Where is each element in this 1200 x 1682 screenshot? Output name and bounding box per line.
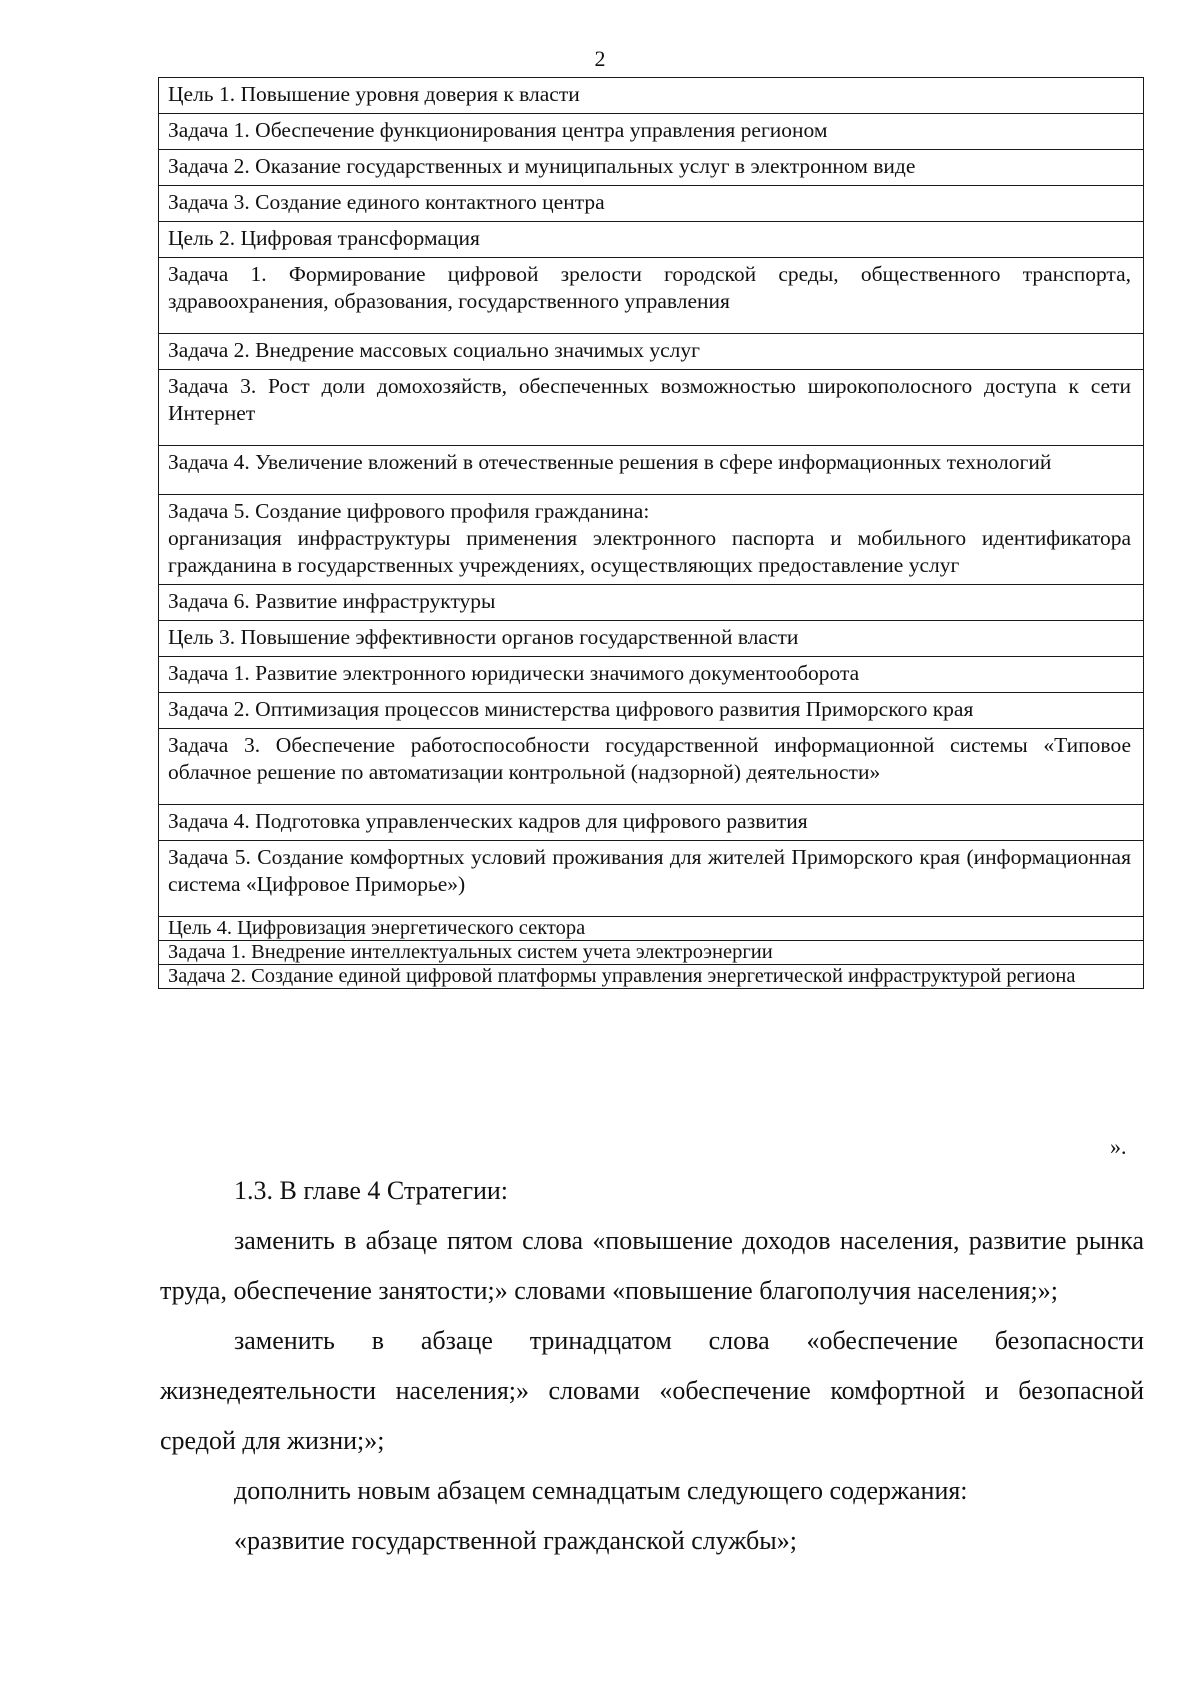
- amendment-paragraph-2: заменить в абзаце тринадцатом слова «обеспечение безопасности жизнедеятельности населения;» словами «обеспечение комфортной и безопасной средой для жизни;»;: [160, 1326, 1144, 1455]
- table-row: [159, 805, 1144, 841]
- table-cell: Задача 6. Развитие инфраструктуры: [159, 585, 1144, 621]
- table-cell: Задача 4. Подготовка управленческих кадров для цифрового развития: [159, 805, 1144, 841]
- table-row: [159, 334, 1144, 370]
- table-cell: Задача 1. Внедрение интеллектуальных систем учета электроэнергии: [159, 941, 1144, 965]
- amendment-paragraph-4: «развитие государственной гражданской службы»;: [234, 1526, 797, 1555]
- table-cell: Задача 1. Обеспечение функционирования центра управления регионом: [159, 114, 1144, 150]
- table-row: [159, 621, 1144, 657]
- table-row: [159, 114, 1144, 150]
- table-row: [159, 729, 1144, 805]
- table-cell: Задача 5. Создание цифрового профиля гражданина: организация инфраструктуры применения электронного паспорта и мобильного идентификатора гражданина в государственных учреждениях, осуществляющих предоставление услуг: [159, 495, 1144, 585]
- table-row: [159, 446, 1144, 495]
- table-row: [159, 657, 1144, 693]
- closing-quote: ».: [1110, 1134, 1127, 1159]
- table-cell: Цель 2. Цифровая трансформация: [159, 222, 1144, 258]
- table-cell: Задача 3. Обеспечение работоспособности государственной информационной системы «Типовое облачное решение по автоматизации контрольной (надзорной) деятельности»: [159, 729, 1144, 805]
- table-cell: Цель 1. Повышение уровня доверия к власти: [159, 78, 1144, 114]
- table-row: [159, 941, 1144, 965]
- table-row: [159, 585, 1144, 621]
- amendment-paragraph-3: дополнить новым абзацем семнадцатым следующего содержания:: [234, 1476, 968, 1505]
- table-cell: Задача 4. Увеличение вложений в отечественные решения в сфере информационных технологий: [159, 446, 1144, 495]
- amendment-paragraph-1: заменить в абзаце пятом слова «повышение доходов населения, развитие рынка труда, обеспечение занятости;» словами «повышение благополучия населения;»;: [160, 1226, 1144, 1305]
- table-row: [159, 258, 1144, 334]
- section-heading: 1.3. В главе 4 Стратегии:: [234, 1176, 509, 1205]
- table-cell: Цель 4. Цифровизация энергетического сектора: [159, 917, 1144, 941]
- table-cell: Задача 5. Создание комфортных условий проживания для жителей Приморского края (информационная система «Цифровое Приморье»): [159, 841, 1144, 917]
- table-cell: Задача 1. Развитие электронного юридически значимого документооборота: [159, 657, 1144, 693]
- table-cell: Цель 3. Повышение эффективности органов государственной власти: [159, 621, 1144, 657]
- amendment-text: [160, 1166, 1144, 1566]
- table-cell: Задача 3. Создание единого контактного центра: [159, 186, 1144, 222]
- table-row: [159, 150, 1144, 186]
- goals-tasks-table: [158, 77, 1144, 989]
- table-row: [159, 186, 1144, 222]
- table-cell: Задача 2. Создание единой цифровой платформы управления энергетической инфраструктурой региона: [159, 965, 1144, 989]
- table-row: [159, 222, 1144, 258]
- table-row: [159, 693, 1144, 729]
- table-cell: Задача 1. Формирование цифровой зрелости городской среды, общественного транспорта, здравоохранения, образования, государственного управления: [159, 258, 1144, 334]
- table-row: [159, 917, 1144, 941]
- table-cell: Задача 2. Оказание государственных и муниципальных услуг в электронном виде: [159, 150, 1144, 186]
- table-cell: Задача 2. Внедрение массовых социально значимых услуг: [159, 334, 1144, 370]
- page-number: 2: [594, 46, 606, 71]
- table-row: [159, 965, 1144, 989]
- table-row: [159, 370, 1144, 446]
- table-cell: Задача 3. Рост доли домохозяйств, обеспеченных возможностью широкополосного доступа к сети Интернет: [159, 370, 1144, 446]
- table-row: [159, 495, 1144, 585]
- table-cell: Задача 2. Оптимизация процессов министерства цифрового развития Приморского края: [159, 693, 1144, 729]
- table-row: [159, 78, 1144, 114]
- table-row: [159, 841, 1144, 917]
